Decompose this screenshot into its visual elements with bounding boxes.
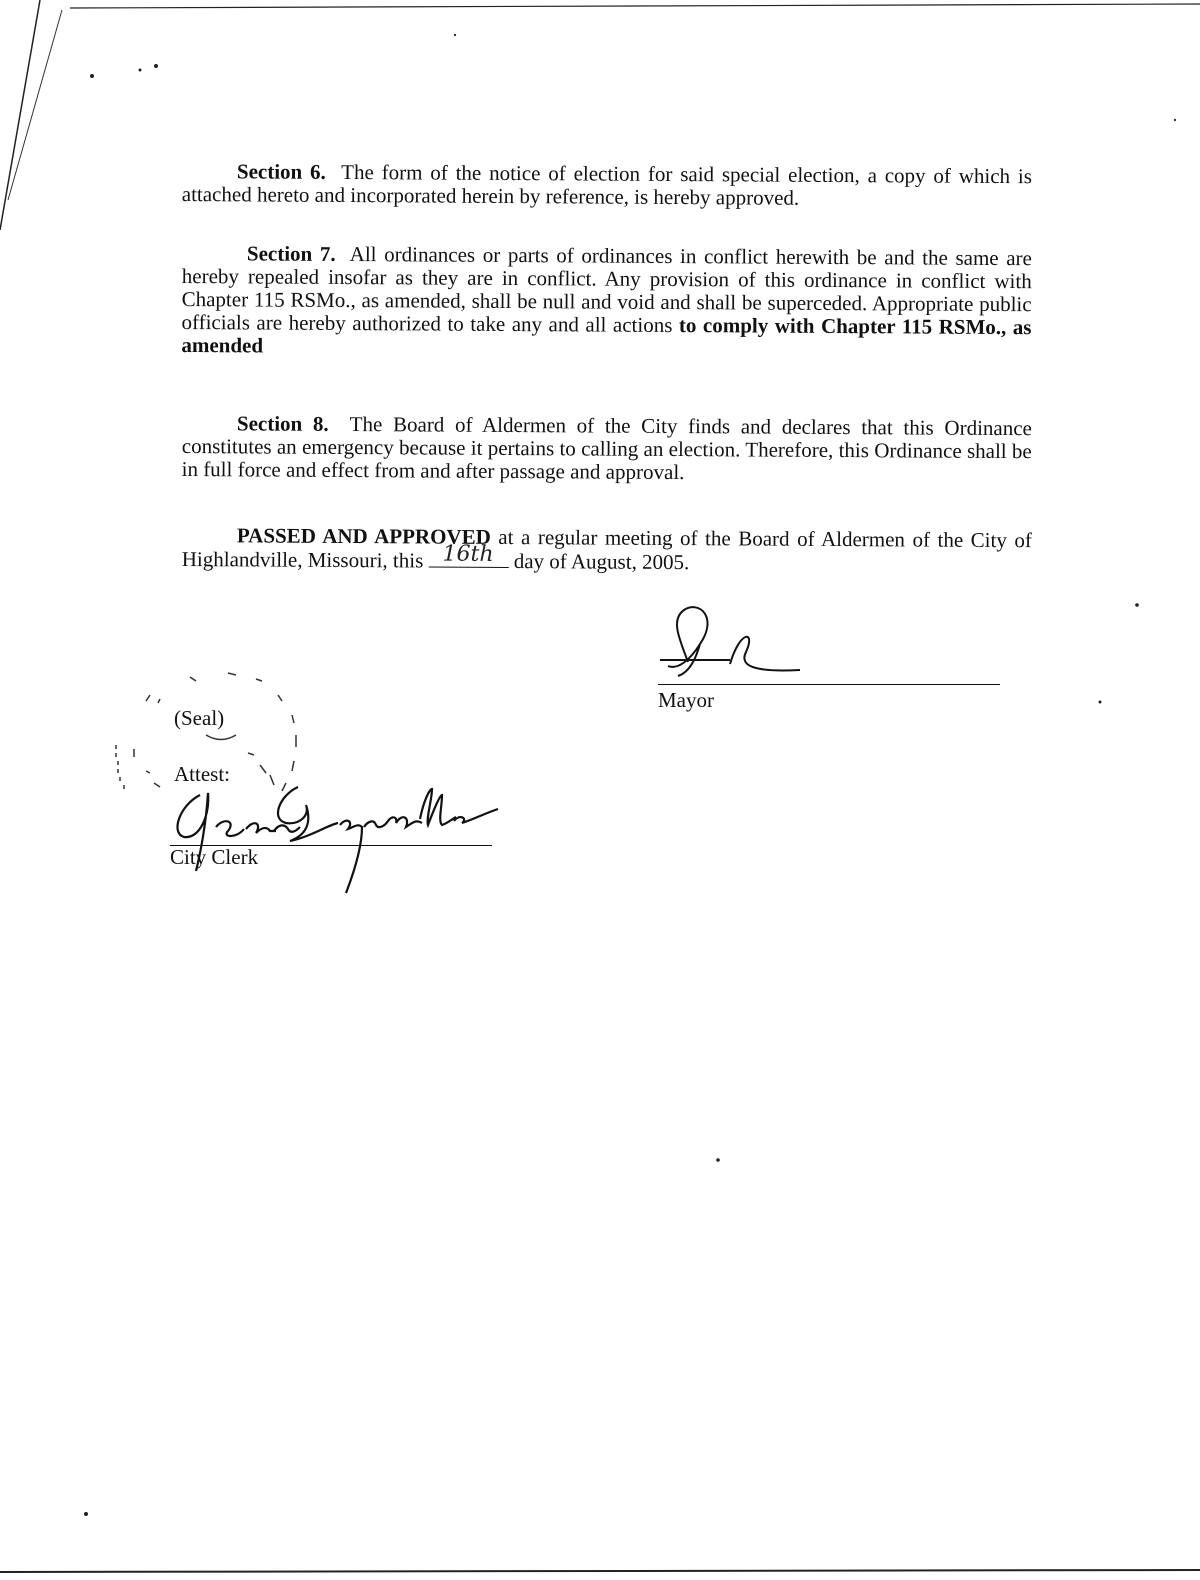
section-6-text: The form of the notice of election for said special election, a copy of which is attached hereto and incorporated herein by reference, is hereby approved. xyxy=(181,159,1033,210)
day-value: 16th xyxy=(442,541,494,567)
day-blank xyxy=(428,541,508,568)
section-8-paragraph xyxy=(182,412,1032,486)
section-8-heading: Section 8. xyxy=(236,411,329,436)
clerk-label: City Clerk xyxy=(170,845,259,869)
attest-label: Attest: xyxy=(174,762,230,786)
section-7-paragraph xyxy=(181,242,1032,362)
mayor-label: Mayor xyxy=(658,688,714,712)
passage-lead: PASSED AND APPROVED xyxy=(236,523,491,549)
mayor-signature xyxy=(660,600,840,690)
section-7-text: All ordinances or parts of ordinances in conflict herewith be and the same are hereby repealed insofar as they are in conflict. Any provision of this ordinance in conflict with Chapter 115 RSMo., as amended, shall be null and void and shall be superceded. Appropriate public officials are hereby authorized to take any and all actions xyxy=(181,242,1032,337)
section-6-paragraph xyxy=(182,160,1032,211)
passage-text-after: day of August, 2005. xyxy=(513,549,690,575)
seal-label: (Seal) xyxy=(174,706,225,730)
section-7-heading: Section 7. xyxy=(246,241,336,266)
section-7-bold-tail: to comply with Chapter 115 RSMo., as amended xyxy=(181,313,1032,358)
mayor-signature-line xyxy=(658,684,1000,685)
passage-paragraph xyxy=(182,524,1032,576)
section-6-heading: Section 6. xyxy=(236,159,326,184)
passage-text-before: at a regular meeting of the Board of Aldermen of the City of Highlandville, Missouri, this xyxy=(181,524,1032,573)
section-8-text: The Board of Aldermen of the City finds and declares that this Ordinance constitutes an emergency because it pertains to calling an election. Therefore, this Ordinance shall be in full force and effect from and after passage and approval. xyxy=(181,412,1032,485)
